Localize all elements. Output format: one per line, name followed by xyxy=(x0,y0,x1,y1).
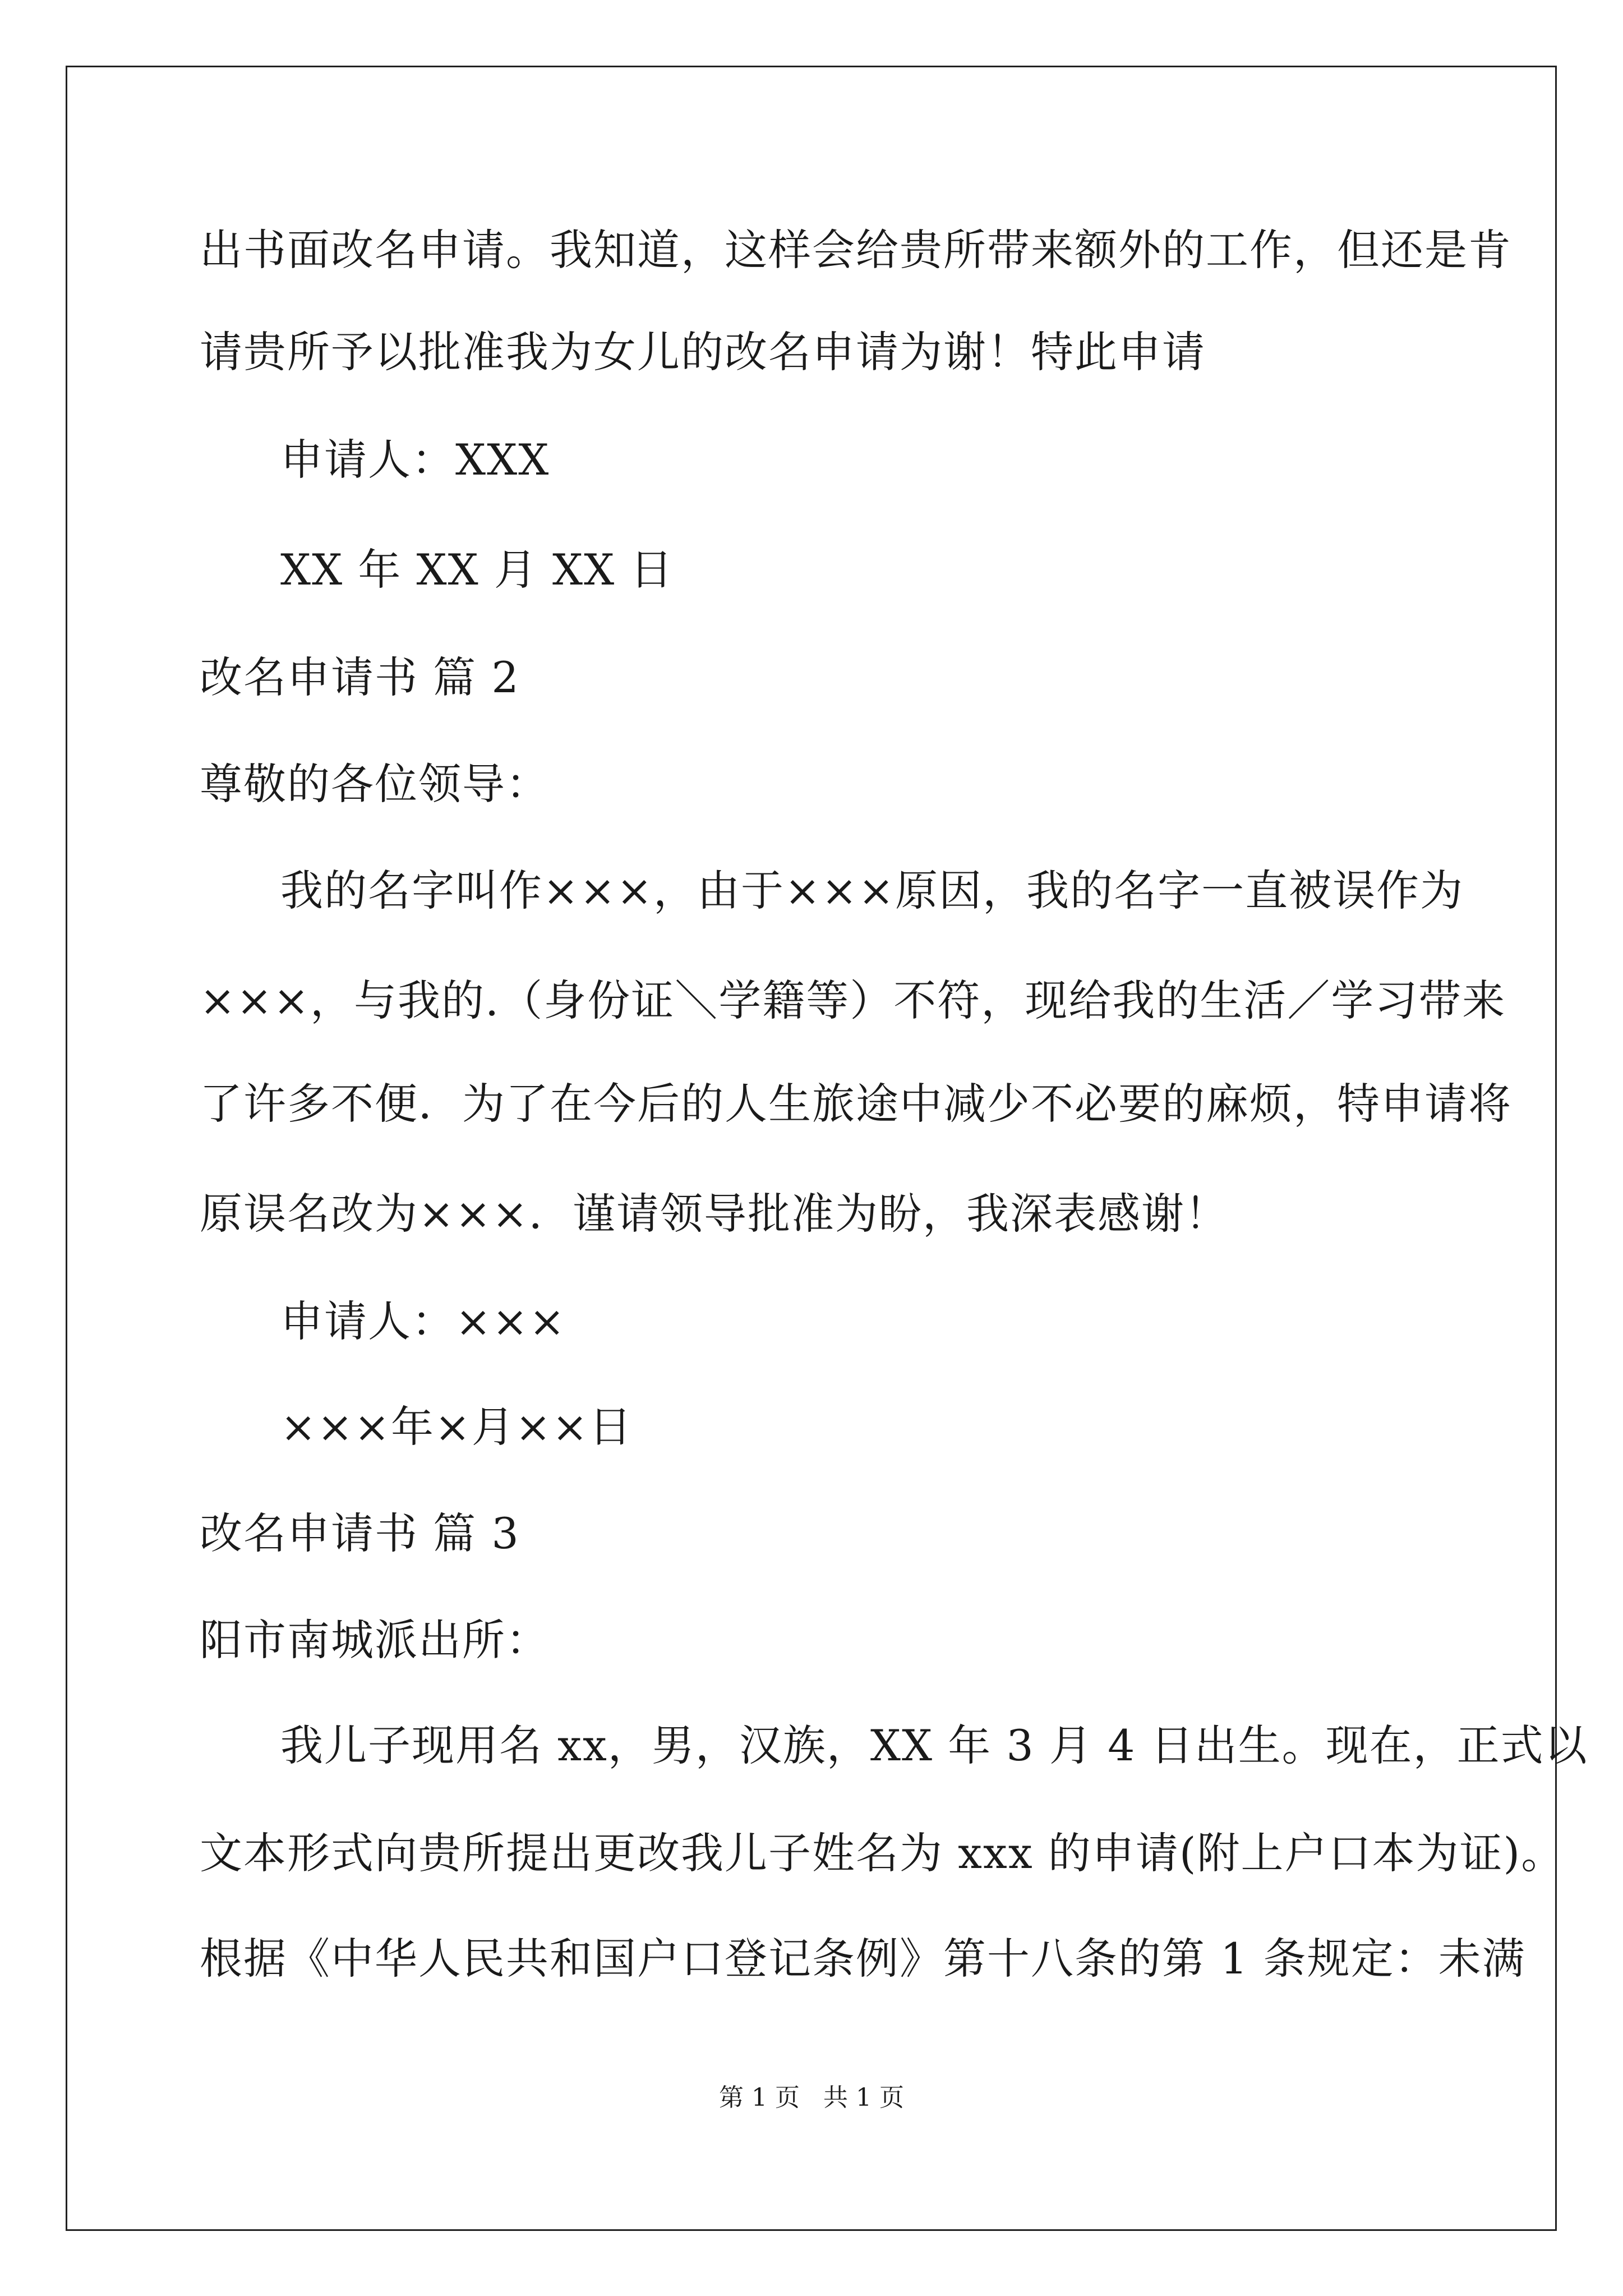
body-line-5: 了许多不便．为了在今后的人生旅途中减少不必要的麻烦，特申请将 xyxy=(200,1079,1512,1129)
body-line-4: ×××，与我的.（身份证＼学籍等）不符，现给我的生活／学习带来 xyxy=(200,976,1506,1025)
page-border xyxy=(66,66,1557,2231)
addressee: 阳市南城派出所： xyxy=(200,1615,550,1665)
applicant-line: 申请人：XXX xyxy=(280,435,550,485)
body-line-8: 文本形式向贵所提出更改我儿子姓名为 xxx 的申请(附上户口本为证)。 xyxy=(200,1828,1565,1878)
section-heading-3: 改名申请书 篇 3 xyxy=(200,1508,520,1558)
applicant-line-2: 申请人：××× xyxy=(280,1296,566,1346)
section-heading-2: 改名申请书 篇 2 xyxy=(200,652,520,702)
salutation: 尊敬的各位领导： xyxy=(200,759,550,809)
body-line-6: 原误名改为×××．谨请领导批准为盼，我深表感谢！ xyxy=(200,1189,1229,1239)
body-line-2: 请贵所予以批准我为女儿的改名申请为谢！特此申请 xyxy=(200,327,1206,377)
body-line-7: 我儿子现用名 xx，男，汉族，XX 年 3 月 4 日出生。现在，正式以 xyxy=(280,1720,1588,1770)
body-line-1: 出书面改名申请。我知道，这样会给贵所带来额外的工作，但还是肯 xyxy=(200,225,1512,275)
date-line-2: ×××年×月××日 xyxy=(280,1402,633,1452)
body-line-9: 根据《中华人民共和国户口登记条例》第十八条的第 1 条规定：未满 xyxy=(200,1934,1526,1984)
body-line-3: 我的名字叫作×××，由于×××原因，我的名字一直被误作为 xyxy=(280,866,1464,915)
date-line: XX 年 XX 月 XX 日 xyxy=(280,545,674,595)
page-footer: 第 1 页 共 1 页 xyxy=(719,2083,904,2112)
